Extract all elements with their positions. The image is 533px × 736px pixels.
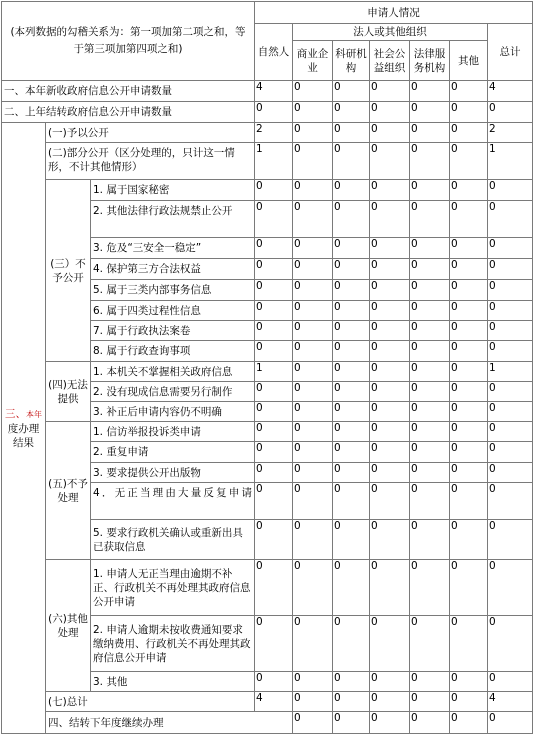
- row-label: 5. 要求行政机关确认或重新出具已获取信息: [91, 520, 255, 560]
- col-other: 其他: [450, 41, 488, 81]
- cell-value: 0: [333, 422, 370, 442]
- cell-value: 0: [450, 143, 488, 180]
- cell-value: 0: [450, 442, 488, 463]
- cell-value: 1: [488, 143, 533, 180]
- cell-value: 0: [410, 520, 450, 560]
- cell-value: 0: [293, 321, 333, 341]
- cell-value: 0: [488, 382, 533, 402]
- row-label: 4. 保护第三方合法权益: [91, 259, 255, 280]
- cell-value: 0: [293, 362, 333, 382]
- cell-value: 0: [450, 341, 488, 362]
- legal-person-group-header: 法人或其他组织: [293, 24, 488, 41]
- cell-value: 0: [370, 341, 410, 362]
- cell-value: 0: [488, 422, 533, 442]
- row-label: 3. 危及“三安全一稳定”: [91, 238, 255, 259]
- cell-value: 0: [450, 123, 488, 143]
- cell-value: 0: [370, 382, 410, 402]
- cell-value: 0: [293, 692, 333, 712]
- cell-value: 0: [370, 321, 410, 341]
- cell-value: 0: [333, 180, 370, 201]
- cell-value: 0: [293, 382, 333, 402]
- cell-value: 0: [293, 301, 333, 321]
- cell-value: 0: [410, 560, 450, 616]
- row-label: 5. 属于三类内部事务信息: [91, 280, 255, 301]
- group-label-unable-to-provide: (四)无法提供: [46, 362, 91, 422]
- cell-value: 0: [410, 201, 450, 238]
- table-row: [2, 362, 533, 382]
- report-page: [0, 1, 533, 736]
- cell-value: 0: [488, 483, 533, 520]
- cell-value: 0: [410, 102, 450, 123]
- cell-value: 0: [410, 712, 450, 734]
- cell-value: 0: [450, 520, 488, 560]
- cell-value: 0: [293, 238, 333, 259]
- disclosure-statistics-table: [1, 1, 533, 734]
- cell-value: 0: [293, 259, 333, 280]
- cell-value: 0: [410, 422, 450, 442]
- cell-value: 0: [488, 102, 533, 123]
- row-label: 8. 属于行政查询事项: [91, 341, 255, 362]
- section-three-rest: 度办理结果: [7, 422, 40, 449]
- cell-value: 0: [410, 180, 450, 201]
- cell-value: 0: [410, 123, 450, 143]
- cell-value: 0: [488, 180, 533, 201]
- cell-value: 0: [255, 672, 293, 692]
- table-row: [2, 123, 533, 143]
- cell-value: 0: [410, 341, 450, 362]
- cell-value: 0: [255, 280, 293, 301]
- section-three-label: [2, 123, 46, 734]
- row-label: 四、结转下年度继续办理: [46, 712, 293, 734]
- cell-value: 0: [293, 341, 333, 362]
- cell-value: 0: [255, 341, 293, 362]
- cell-value: 4: [255, 81, 293, 102]
- cell-value: 0: [255, 382, 293, 402]
- row-label: 2. 其他法律行政法规禁止公开: [91, 201, 255, 238]
- cell-value: 0: [488, 442, 533, 463]
- cell-value: 0: [370, 301, 410, 321]
- applicant-header: 申请人情况: [255, 2, 533, 24]
- cell-value: 0: [450, 483, 488, 520]
- cell-value: 0: [450, 362, 488, 382]
- cell-value: 0: [333, 520, 370, 560]
- cell-value: 0: [488, 402, 533, 422]
- cell-value: 0: [370, 362, 410, 382]
- cell-value: 0: [370, 712, 410, 734]
- cell-value: 0: [255, 520, 293, 560]
- cell-value: 0: [333, 483, 370, 520]
- cell-value: 0: [370, 201, 410, 238]
- cell-value: 0: [370, 672, 410, 692]
- row-label: (二)部分公开（区分处理的，只计这一情形，不计其他情形）: [46, 143, 255, 180]
- cell-value: 4: [255, 692, 293, 712]
- table-row: [2, 180, 533, 201]
- cell-value: 0: [333, 259, 370, 280]
- cell-value: 0: [293, 520, 333, 560]
- cell-value: 0: [333, 692, 370, 712]
- col-commercial-enterprise: 商业企业: [293, 41, 333, 81]
- cell-value: 0: [370, 442, 410, 463]
- section-three-prefix: 三、: [5, 407, 26, 420]
- cell-value: 0: [333, 81, 370, 102]
- cell-value: 0: [333, 616, 370, 672]
- row-label: 2. 申请人逾期未按收费通知要求缴纳费用、行政机关不再处理其政府信息公开申请: [91, 616, 255, 672]
- cell-value: 0: [450, 692, 488, 712]
- cell-value: 0: [333, 382, 370, 402]
- cell-value: 1: [488, 362, 533, 382]
- cell-value: 0: [293, 616, 333, 672]
- cell-value: 0: [370, 102, 410, 123]
- cell-value: 2: [255, 123, 293, 143]
- table-row: [2, 143, 533, 180]
- row-label: 2. 没有现成信息需要另行制作: [91, 382, 255, 402]
- cell-value: 0: [293, 280, 333, 301]
- cell-value: 0: [450, 402, 488, 422]
- cell-value: 0: [370, 81, 410, 102]
- cell-value: 0: [450, 422, 488, 442]
- cell-value: 0: [410, 442, 450, 463]
- cell-value: 0: [293, 483, 333, 520]
- cell-value: 0: [370, 259, 410, 280]
- cell-value: 0: [293, 442, 333, 463]
- cell-value: 0: [488, 520, 533, 560]
- cell-value: 0: [450, 463, 488, 483]
- row-label: 3. 要求提供公开出版物: [91, 463, 255, 483]
- cell-value: 0: [450, 712, 488, 734]
- cell-value: 0: [293, 463, 333, 483]
- col-natural-person: 自然人: [255, 24, 293, 81]
- cell-value: 0: [488, 280, 533, 301]
- cell-value: 0: [293, 102, 333, 123]
- cell-value: 0: [488, 238, 533, 259]
- cell-value: 0: [293, 123, 333, 143]
- cell-value: 0: [255, 402, 293, 422]
- cell-value: 0: [410, 362, 450, 382]
- row-label: 一、本年新收政府信息公开申请数量: [2, 81, 255, 102]
- cell-value: 0: [293, 402, 333, 422]
- row-label: 2. 重复申请: [91, 442, 255, 463]
- cell-value: 0: [450, 321, 488, 341]
- cell-value: 0: [255, 442, 293, 463]
- cell-value: 0: [450, 382, 488, 402]
- cell-value: 0: [255, 102, 293, 123]
- cell-value: 0: [255, 301, 293, 321]
- cell-value: 0: [450, 301, 488, 321]
- cell-value: 0: [488, 672, 533, 692]
- cell-value: 0: [370, 463, 410, 483]
- cell-value: 4: [488, 81, 533, 102]
- cell-value: 0: [450, 238, 488, 259]
- table-row: [2, 102, 533, 123]
- cell-value: 0: [333, 712, 370, 734]
- cell-value: 0: [293, 712, 333, 734]
- row-label: 1. 申请人无正当理由逾期不补正、行政机关不再处理其政府信息公开申请: [91, 560, 255, 616]
- cell-value: 0: [410, 672, 450, 692]
- row-label: 二、上年结转政府信息公开申请数量: [2, 102, 255, 123]
- col-legal-service-org: 法律服务机构: [410, 41, 450, 81]
- cell-value: 0: [333, 102, 370, 123]
- cell-value: 0: [293, 81, 333, 102]
- cell-value: 1: [255, 362, 293, 382]
- row-label: 7. 属于行政执法案卷: [91, 321, 255, 341]
- group-label-not-disclosed: (三）不予公开: [46, 180, 91, 362]
- cell-value: 0: [450, 81, 488, 102]
- cell-value: 0: [370, 483, 410, 520]
- cell-value: 0: [488, 201, 533, 238]
- cell-value: 0: [333, 321, 370, 341]
- cell-value: 0: [255, 238, 293, 259]
- row-label: 3. 其他: [91, 672, 255, 692]
- row-label: 6. 属于四类过程性信息: [91, 301, 255, 321]
- cell-value: 0: [488, 301, 533, 321]
- cell-value: 0: [293, 180, 333, 201]
- cell-value: 0: [333, 362, 370, 382]
- cell-value: 0: [370, 520, 410, 560]
- section-three-small: 本年: [26, 409, 42, 419]
- col-total: 总计: [488, 24, 533, 81]
- table-row: [2, 422, 533, 442]
- cell-value: 0: [450, 259, 488, 280]
- cell-value: 0: [333, 143, 370, 180]
- cell-value: 0: [255, 321, 293, 341]
- cell-value: 0: [488, 341, 533, 362]
- cell-value: 0: [370, 123, 410, 143]
- cell-value: 0: [255, 422, 293, 442]
- cell-value: 0: [410, 402, 450, 422]
- cell-value: 0: [370, 692, 410, 712]
- col-research-institution: 科研机构: [333, 41, 370, 81]
- cell-value: 0: [370, 280, 410, 301]
- cell-value: 0: [450, 616, 488, 672]
- cell-value: 0: [410, 238, 450, 259]
- cell-value: 0: [450, 560, 488, 616]
- row-label: (七)总计: [46, 692, 255, 712]
- cell-value: 0: [370, 560, 410, 616]
- cell-value: 0: [488, 560, 533, 616]
- cell-value: 0: [450, 280, 488, 301]
- row-label: 3. 补正后申请内容仍不明确: [91, 402, 255, 422]
- cell-value: 0: [255, 259, 293, 280]
- cell-value: 0: [488, 259, 533, 280]
- row-label: 4．无正当理由大量反复申请: [91, 483, 255, 520]
- cell-value: 0: [255, 180, 293, 201]
- cell-value: 0: [370, 616, 410, 672]
- cell-value: 0: [333, 672, 370, 692]
- cell-value: 0: [450, 672, 488, 692]
- cell-value: 0: [333, 201, 370, 238]
- row-label: 1. 本机关不掌握相关政府信息: [91, 362, 255, 382]
- cell-value: 0: [293, 560, 333, 616]
- table-row: [2, 81, 533, 102]
- cell-value: 0: [488, 616, 533, 672]
- cell-value: 2: [488, 123, 533, 143]
- cell-value: 0: [255, 483, 293, 520]
- group-label-other-handling: (六)其他处理: [46, 560, 91, 692]
- cell-value: 1: [255, 143, 293, 180]
- cell-value: 0: [410, 616, 450, 672]
- cell-value: 0: [488, 712, 533, 734]
- group-label-not-processed: (五)不予处理: [46, 422, 91, 560]
- table-row: [2, 692, 533, 712]
- relation-note: (本列数据的勾稽关系为：第一项加第二项之和，等于第三项加第四项之和): [2, 2, 255, 81]
- cell-value: 0: [410, 259, 450, 280]
- cell-value: 0: [333, 402, 370, 422]
- cell-value: 0: [255, 560, 293, 616]
- cell-value: 0: [333, 301, 370, 321]
- cell-value: 0: [410, 81, 450, 102]
- cell-value: 0: [293, 672, 333, 692]
- cell-value: 0: [255, 201, 293, 238]
- cell-value: 0: [488, 463, 533, 483]
- table-row: [2, 560, 533, 616]
- cell-value: 0: [293, 422, 333, 442]
- cell-value: 0: [410, 483, 450, 520]
- row-label: 1. 属于国家秘密: [91, 180, 255, 201]
- cell-value: 0: [255, 616, 293, 672]
- cell-value: 0: [370, 238, 410, 259]
- cell-value: 0: [488, 321, 533, 341]
- cell-value: 0: [410, 692, 450, 712]
- cell-value: 0: [370, 143, 410, 180]
- cell-value: 0: [410, 463, 450, 483]
- cell-value: 0: [370, 422, 410, 442]
- cell-value: 0: [410, 280, 450, 301]
- cell-value: 0: [333, 341, 370, 362]
- cell-value: 0: [450, 102, 488, 123]
- cell-value: 0: [410, 382, 450, 402]
- cell-value: 0: [450, 201, 488, 238]
- cell-value: 0: [333, 442, 370, 463]
- cell-value: 0: [255, 463, 293, 483]
- cell-value: 0: [293, 143, 333, 180]
- row-label: (一)予以公开: [46, 123, 255, 143]
- header-row-1: [2, 2, 533, 24]
- cell-value: 0: [333, 560, 370, 616]
- col-public-welfare-org: 社会公益组织: [370, 41, 410, 81]
- cell-value: 0: [333, 238, 370, 259]
- cell-value: 0: [410, 321, 450, 341]
- cell-value: 0: [410, 301, 450, 321]
- cell-value: 0: [410, 143, 450, 180]
- cell-value: 4: [488, 692, 533, 712]
- cell-value: 0: [333, 280, 370, 301]
- row-label: 1. 信访举报投诉类申请: [91, 422, 255, 442]
- table-row: [2, 712, 533, 734]
- cell-value: 0: [293, 201, 333, 238]
- cell-value: 0: [333, 463, 370, 483]
- cell-value: 0: [333, 123, 370, 143]
- cell-value: 0: [370, 402, 410, 422]
- cell-value: 0: [450, 180, 488, 201]
- cell-value: 0: [370, 180, 410, 201]
